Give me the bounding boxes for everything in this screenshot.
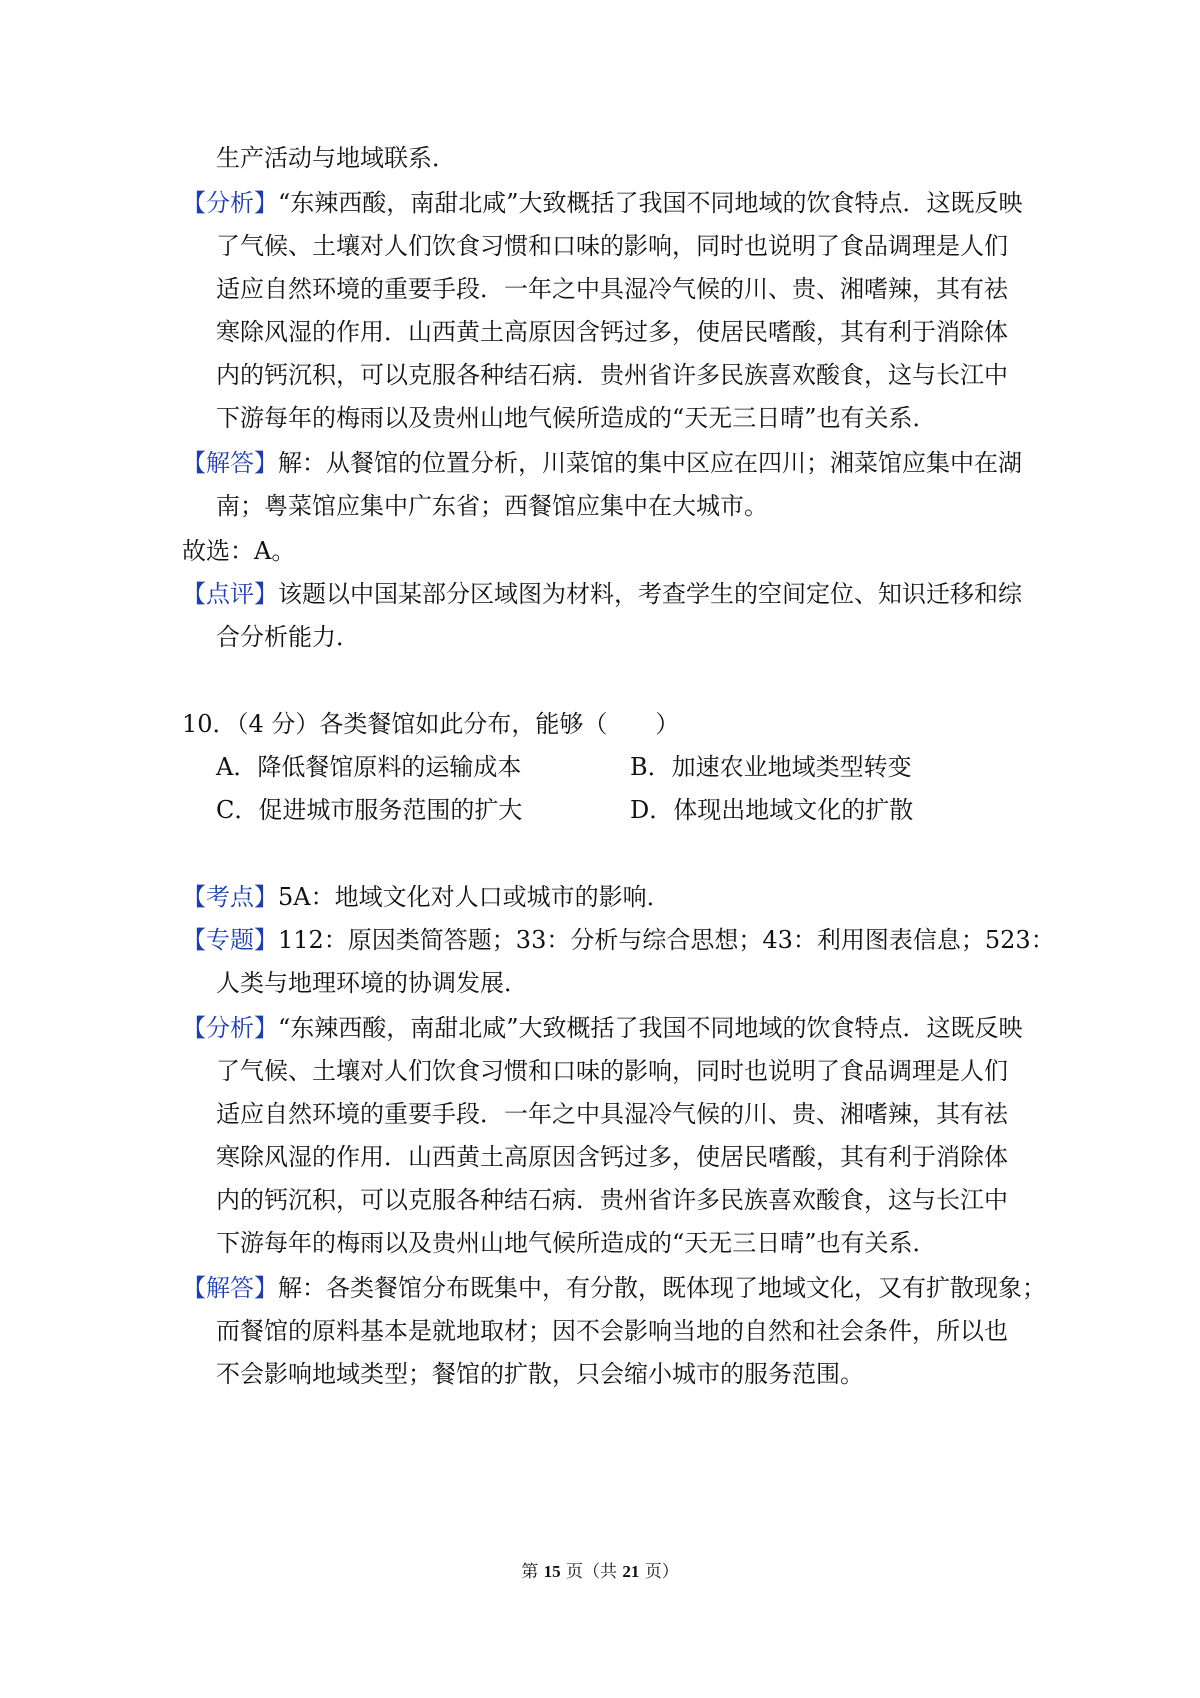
q10-stem: 10．（4 分）各类餐馆如此分布，能够（ ） [182, 710, 680, 738]
q10-analysis-line-6: 下游每年的梅雨以及贵州山地气候所造成的“天无三日晴”也有关系． [216, 1229, 937, 1257]
prev-answer-line-2: 南；粤菜馆应集中广东省；西餐馆应集中在大城市。 [216, 492, 768, 520]
q10-zhuanti-line-1: 【专题】112：原因类简答题；33：分析与综合思想；43：利用图表信息；523： [182, 926, 1055, 954]
q10-option-a: A．降低餐馆原料的运输成本 [216, 753, 522, 781]
comment-label: 【点评】 [182, 580, 278, 608]
q10-answer-line-1: 【解答】解：各类餐馆分布既集中，有分散，既体现了地域文化，又有扩散现象； [182, 1274, 1046, 1302]
prev-topic-tail: 生产活动与地域联系． [216, 144, 456, 172]
q10-option-b: B．加速农业地域类型转变 [630, 753, 912, 781]
analysis-label: 【分析】 [182, 189, 278, 217]
prev-answer-line-1: 【解答】解：从餐馆的位置分析，川菜馆的集中区应在四川；湘菜馆应集中在湖 [182, 449, 1022, 477]
page-total: 21 [622, 1562, 640, 1581]
q10-option-c: C．促进城市服务范围的扩大 [216, 796, 523, 824]
q10-analysis-line-3: 适应自然环境的重要手段．一年之中具湿冷气候的川、贵、湘嗜辣，其有祛 [216, 1100, 1008, 1128]
q10-analysis-line-2: 了气候、土壤对人们饮食习惯和口味的影响，同时也说明了食品调理是人们 [216, 1057, 1008, 1085]
q10-analysis-line-5: 内的钙沉积，可以克服各种结石病．贵州省许多民族喜欢酸食，这与长江中 [216, 1186, 1008, 1214]
q10-zhuanti-line-2: 人类与地理环境的协调发展． [216, 969, 528, 997]
prev-analysis-line-6: 下游每年的梅雨以及贵州山地气候所造成的“天无三日晴”也有关系． [216, 404, 937, 432]
zhuanti-label: 【专题】 [182, 926, 278, 954]
page-number: 15 [543, 1562, 561, 1581]
prev-choice: 故选：A。 [182, 537, 296, 565]
q10-answer-line-3: 不会影响地域类型；餐馆的扩散，只会缩小城市的服务范围。 [216, 1360, 864, 1388]
page-footer: 第 15 页（共 21 页） [521, 1562, 679, 1582]
prev-analysis-line-4: 寒除风湿的作用．山西黄土高原因含钙过多，使居民嗜酸，其有利于消除体 [216, 318, 1008, 346]
kaodian-label: 【考点】 [182, 883, 278, 911]
prev-analysis-line-3: 适应自然环境的重要手段．一年之中具湿冷气候的川、贵、湘嗜辣，其有祛 [216, 275, 1008, 303]
q10-analysis-line-4: 寒除风湿的作用．山西黄土高原因含钙过多，使居民嗜酸，其有利于消除体 [216, 1143, 1008, 1171]
q10-answer-line-2: 而餐馆的原料基本是就地取材；因不会影响当地的自然和社会条件，所以也 [216, 1317, 1008, 1345]
prev-comment-line-1: 【点评】该题以中国某部分区域图为材料，考查学生的空间定位、知识迁移和综 [182, 580, 1022, 608]
answer-label: 【解答】 [182, 1274, 278, 1302]
prev-analysis-line-1: 【分析】“东辣西酸，南甜北咸”大致概括了我国不同地域的饮食特点．这既反映 [182, 189, 1023, 217]
analysis-label: 【分析】 [182, 1014, 278, 1042]
prev-comment-line-2: 合分析能力． [216, 623, 360, 651]
prev-analysis-line-5: 内的钙沉积，可以克服各种结石病．贵州省许多民族喜欢酸食，这与长江中 [216, 361, 1008, 389]
prev-analysis-line-2: 了气候、土壤对人们饮食习惯和口味的影响，同时也说明了食品调理是人们 [216, 232, 1008, 260]
q10-kaodian: 【考点】5A：地域文化对人口或城市的影响． [182, 883, 671, 911]
q10-analysis-line-1: 【分析】“东辣西酸，南甜北咸”大致概括了我国不同地域的饮食特点．这既反映 [182, 1014, 1023, 1042]
q10-option-d: D．体现出地域文化的扩散 [630, 796, 914, 824]
answer-label: 【解答】 [182, 449, 278, 477]
